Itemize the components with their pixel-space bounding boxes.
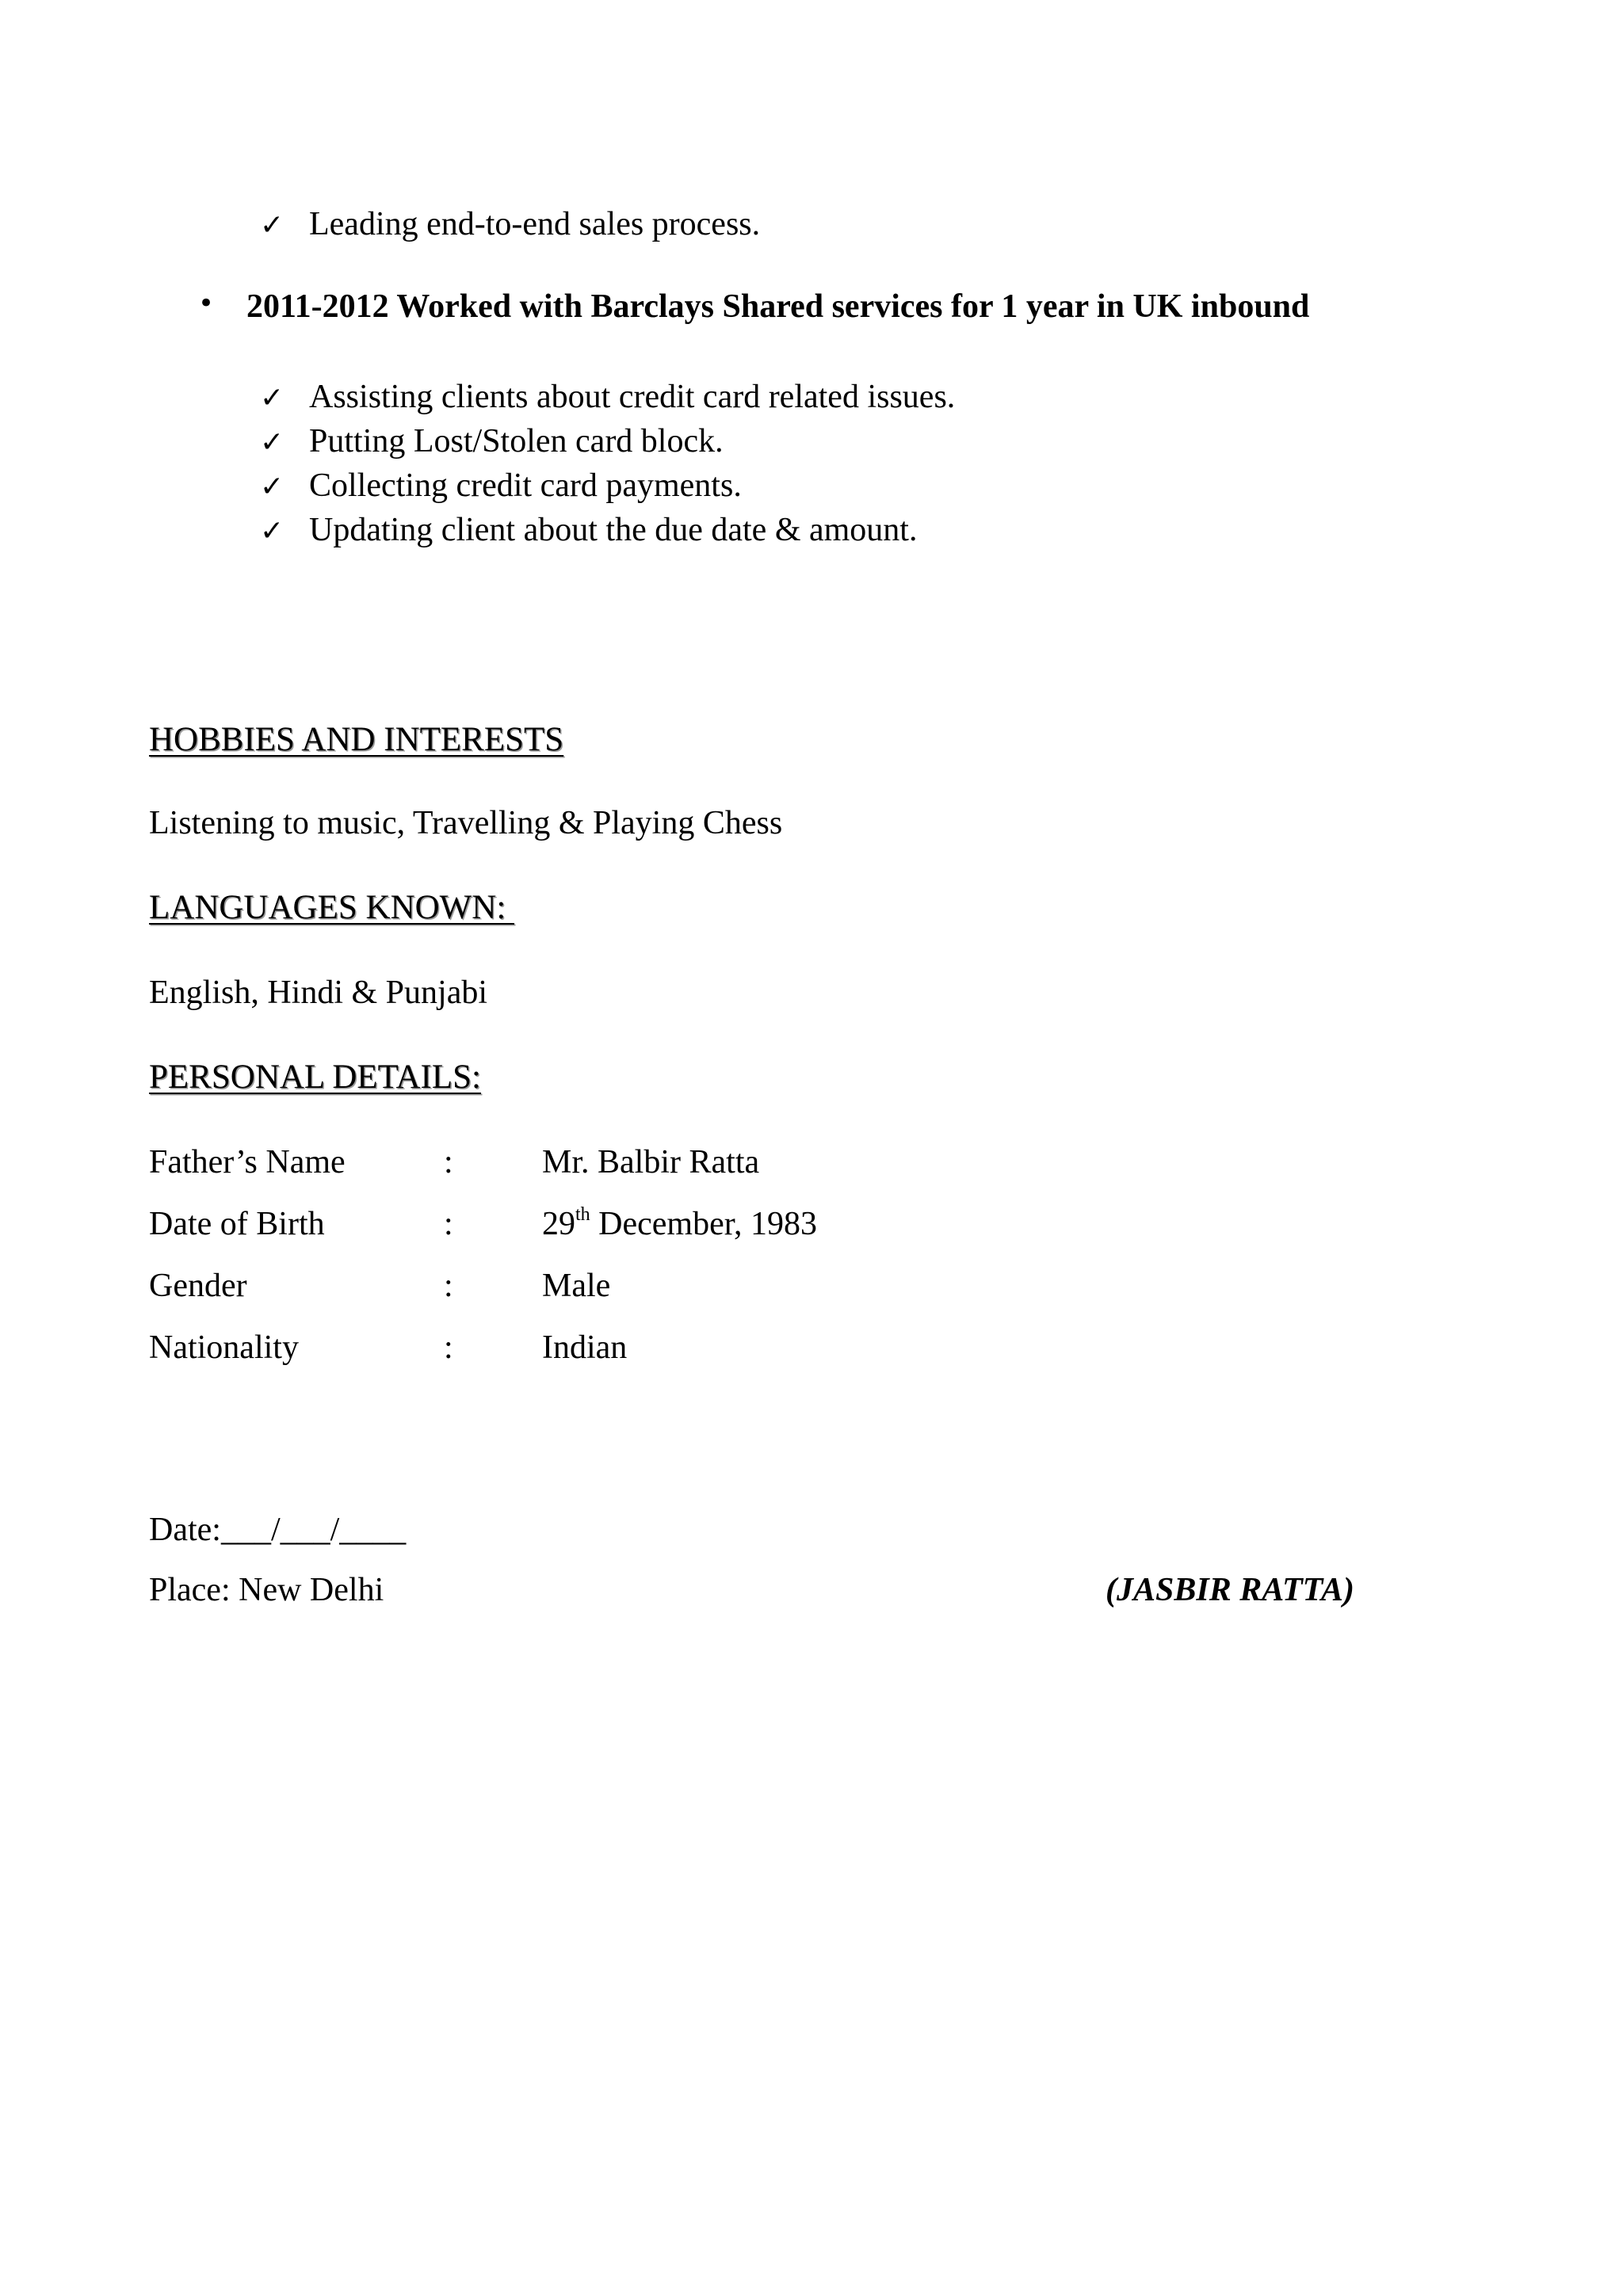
dob-rest: December, 1983 <box>590 1206 818 1242</box>
row-value: Indian <box>542 1329 628 1366</box>
list-item <box>260 469 742 502</box>
languages-text: English, Hindi & Punjabi <box>149 974 488 1011</box>
check-icon: ✓ <box>260 382 285 414</box>
row-label: Date of Birth <box>149 1206 325 1242</box>
row-value <box>542 1204 818 1242</box>
check-icon: ✓ <box>260 471 285 503</box>
check-icon: ✓ <box>260 426 285 459</box>
row-value: Male <box>542 1268 611 1304</box>
row-label: Gender <box>149 1268 247 1304</box>
bullet-icon: • <box>198 288 215 319</box>
list-item-text: Leading end-to-end sales process. <box>309 206 761 242</box>
row-separator: : <box>444 1268 453 1304</box>
list-item-text: Collecting credit card payments. <box>309 467 742 504</box>
dob-day: 29 <box>542 1206 575 1242</box>
row-value: Mr. Balbir Ratta <box>542 1144 760 1180</box>
job-title: 2011-2012 Worked with Barclays Shared services for 1 year in UK inbound <box>246 288 1310 325</box>
row-separator: : <box>444 1144 453 1180</box>
list-item <box>260 208 760 241</box>
row-label: Father’s Name <box>149 1144 346 1180</box>
row-separator: : <box>444 1329 453 1366</box>
list-item-text: Putting Lost/Stolen card block. <box>309 423 724 460</box>
place-line: Place: New Delhi <box>149 1572 384 1608</box>
list-item <box>260 513 917 547</box>
personal-heading: PERSONAL DETAILS: <box>149 1058 481 1096</box>
list-item <box>260 425 724 458</box>
row-label: Nationality <box>149 1329 299 1366</box>
hobbies-text: Listening to music, Travelling & Playing Chess <box>149 805 783 841</box>
languages-heading: LANGUAGES KNOWN: <box>149 889 515 926</box>
signature-name: (JASBIR RATTA) <box>1106 1572 1354 1608</box>
row-separator: : <box>444 1206 453 1242</box>
list-item-text: Updating client about the due date & amount. <box>309 512 918 548</box>
hobbies-heading: HOBBIES AND INTERESTS <box>149 721 564 758</box>
date-line: Date:___/___/____ <box>149 1512 407 1548</box>
check-icon: ✓ <box>260 209 285 242</box>
list-item <box>260 380 955 414</box>
list-item-text: Assisting clients about credit card related issues. <box>309 379 956 415</box>
check-icon: ✓ <box>260 515 285 547</box>
dob-suffix: th <box>575 1204 590 1225</box>
